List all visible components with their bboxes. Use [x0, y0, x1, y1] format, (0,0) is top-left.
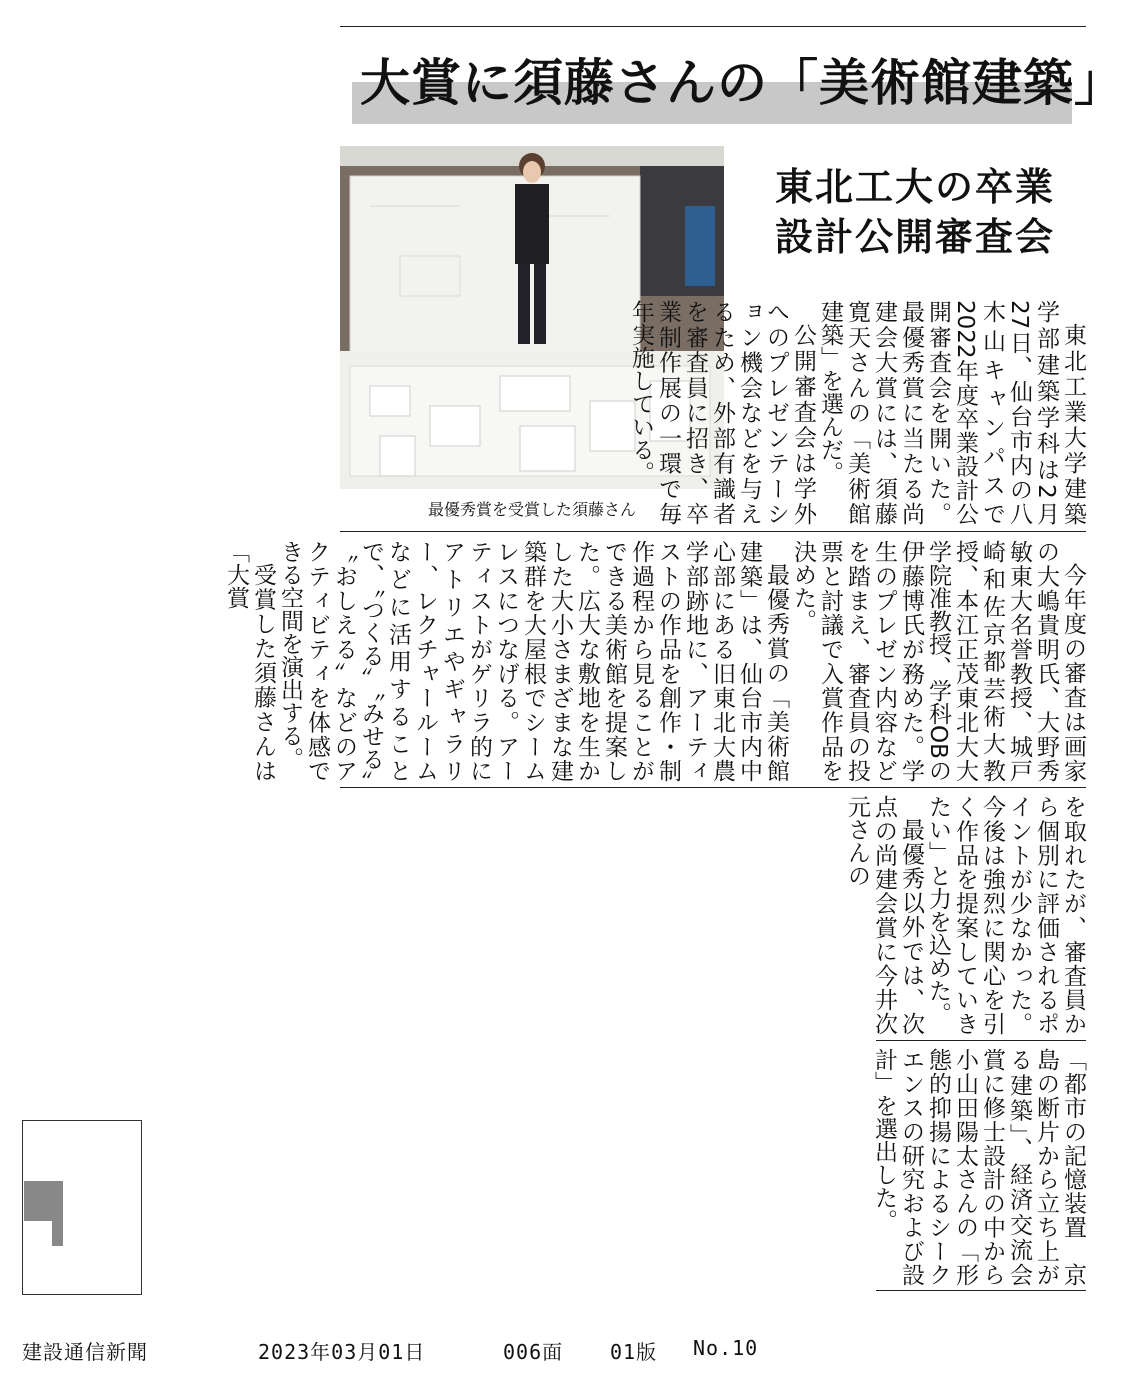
subheadline-line2: 設計公開審査会	[775, 214, 1056, 259]
paragraph: 今年度の審査は画家の大嶋貴明氏、大野秀敏東大名誉教授、城戸崎和佐京都芸術大教授、本江正茂東北大大学院准教授、学科OBの伊藤博氏が務めた。学生のプレゼン内容などを踏まえ、審査員の投票と討議で入賞作品を決めた。	[790, 540, 1086, 782]
footer-date: 2023年03月01日	[258, 1340, 426, 1364]
article-column-4	[871, 1048, 1086, 1286]
top-rule	[340, 26, 1086, 27]
paragraph: 受賞した須藤さんは「大賞	[223, 540, 276, 782]
paragraph: 最優秀賞の「美術館建築」は、仙台市内中心部にある旧東北大農学部跡地に、アーティストの作品を創作・制作過程から見ることができる美術館を提案した。広大な敷地を生かした大小さまざまな建築群を大屋根でシームレスにつなげる。アーティストがゲリラ的にアトリエやギャラリー、レクチャールームなどに活用することで、〝つくる〟〝みせる〟〝おしえる〟などのアクティビティを体感できる空間を演出する。	[277, 540, 789, 782]
headline: 大賞に須藤さんの「美術館建築」	[360, 54, 1125, 112]
paragraph: 最優秀以外では、次点の尚建会賞に今井次元さんの	[844, 795, 924, 1035]
article-column-2	[223, 540, 1086, 782]
section-rule-3	[876, 1040, 1086, 1041]
footer-page: 006面	[503, 1340, 564, 1364]
paragraph: を取れたが、審査員から個別に評価されるポイントが少なかった。今後は強烈に関心を引く作品を提案していきたい」と力を込めた。	[925, 795, 1086, 1035]
paragraph: 「都市の記憶装置 京島の断片から立ち上がる建築」、経済交流会賞に修士設計の中から小山田陽太さんの「形態的抑揚によるシークエンスの研究および設計」を選出した。	[871, 1048, 1086, 1286]
paragraph: 公開審査会は学外へのプレゼンテーション機会などを与えるため、外部有識者を審査員に招き、卒業制作展の一環で毎年実施している。	[628, 300, 816, 525]
bottom-rule	[876, 1290, 1086, 1291]
footer-number: No.10	[693, 1336, 759, 1360]
footer-publication: 建設通信新聞	[22, 1340, 148, 1364]
article-column-1	[628, 300, 1086, 525]
article-column-3	[844, 795, 1086, 1035]
page-position-highlight-tail	[52, 1181, 63, 1246]
footer-edition: 01版	[610, 1340, 658, 1364]
photo-caption: 最優秀賞を受賞した須藤さん	[427, 500, 636, 519]
subheadline-line1: 東北工大の卒業	[775, 164, 1056, 209]
section-rule-2	[340, 787, 1086, 788]
paragraph: 東北工業大学建築学部建築学科は2月27日、仙台市内の八木山キャンパスで2022年度卒業設計公開審査会を開いた。最優秀賞に当たる尚建会大賞には、須藤寛天さんの「美術館建築」を選んだ。	[817, 300, 1086, 525]
section-rule-1	[340, 531, 1086, 532]
